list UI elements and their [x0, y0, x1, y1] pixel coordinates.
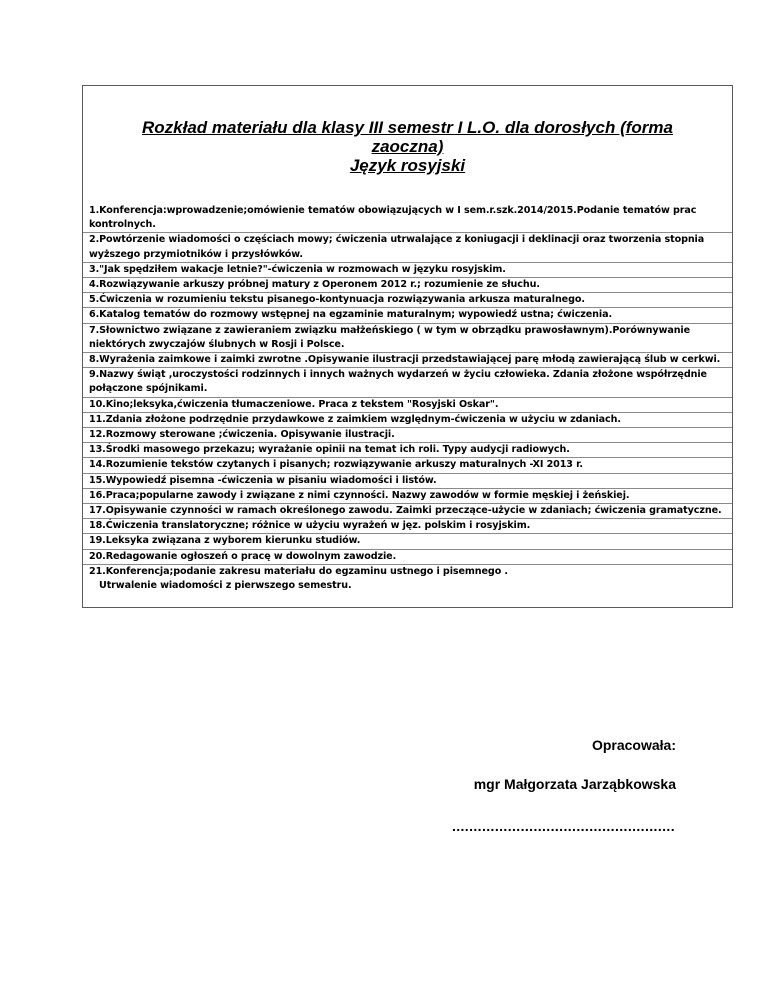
topic-text: 2.Powtórzenie wiadomości o częściach mowy; ćwiczenia utrwalające z koniugacji i deklinacji oraz tworzenia stopnia wyższego przymiotników i przysłówków. — [89, 234, 705, 260]
topic-text: 15.Wypowiedź pisemna -ćwiczenia w pisaniu wiadomości i listów. — [89, 474, 437, 486]
topic-list — [83, 204, 732, 593]
title-line-2: zaoczna) — [371, 137, 444, 156]
topic-text: 4.Rozwiązywanie arkuszy próbnej matury z Operonem 2012 r.; rozumienie ze słuchu. — [89, 279, 540, 291]
topic-text: 20.Redagowanie ogłoszeń o pracę w dowolnym zawodzie. — [89, 550, 397, 562]
topic-item-13 — [83, 443, 732, 458]
topic-item-18 — [83, 519, 732, 534]
topic-item-5 — [83, 293, 732, 308]
topic-item-3 — [83, 263, 732, 278]
topic-item-2 — [83, 233, 732, 262]
topic-text: 19.Leksyka związana z wyborem kierunku studiów. — [89, 535, 361, 547]
title-line-3: Język rosyjski — [349, 156, 466, 175]
topic-item-12 — [83, 428, 732, 443]
topic-text: 5.Ćwiczenia w rozumieniu tekstu pisanego-kontynuacja rozwiązywania arkusza maturalnego. — [89, 294, 585, 306]
topic-text: 16.Praca;popularne zawody i związane z nimi czynności. Nazwy zawodów w formie męskiej i żeńskiej. — [89, 489, 630, 501]
topic-text: 9.Nazwy świąt ,uroczystości rodzinnych i innych ważnych wydarzeń w życiu człowieka. Zdania złożone współrzędnie połączone spójnikami. — [89, 369, 707, 395]
topic-continuation: Utrwalenie wiadomości z pierwszego semestru. — [99, 580, 352, 592]
document-frame — [82, 85, 733, 608]
topic-text: 21.Konferencja;podanie zakresu materiału do egzaminu ustnego i pisemnego . — [89, 565, 508, 577]
topic-text: 6.Katalog tematów do rozmowy wstępnej na egzaminie maturalnym; wypowiedź ustna; ćwiczenia. — [89, 309, 613, 321]
signature-line: .................................................... — [451, 818, 675, 834]
topic-item-16 — [83, 489, 732, 504]
topic-text: 7.Słownictwo związane z zawieraniem związku małżeńskiego ( w tym w obrządku prawosławnym).Porównywanie niektórych zwyczajów ślubnych w Rosji i Polsce. — [89, 324, 691, 350]
topic-text: 12.Rozmowy sterowane ;ćwiczenia. Opisywanie ilustracji. — [89, 429, 395, 441]
topic-item-17 — [83, 504, 732, 519]
topic-item-14 — [83, 458, 732, 473]
topic-item-6 — [83, 308, 732, 323]
topic-text: 3."Jak spędziłem wakacje letnie?"-ćwiczenia w rozmowach w języku rosyjskim. — [89, 263, 506, 275]
topic-item-1 — [83, 204, 732, 233]
topic-item-8 — [83, 353, 732, 368]
topic-text: 14.Rozumienie tekstów czytanych i pisanych; rozwiązywanie arkuszy maturalnych -XI 2013 r. — [89, 459, 583, 471]
topic-item-4 — [83, 278, 732, 293]
topic-text: 8.Wyrażenia zaimkowe i zaimki zwrotne .Opisywanie ilustracji przedstawiającej parę młodą zawierającą ślub w cerkwi. — [89, 354, 721, 366]
topic-item-10 — [83, 398, 732, 413]
author-name: mgr Małgorzata Jarząbkowska — [473, 776, 676, 792]
topic-text: 17.Opisywanie czynności w ramach określonego zawodu. Zaimki przeczące-użycie w zdaniach; ćwiczenia gramatyczne. — [89, 505, 722, 517]
topic-item-20 — [83, 550, 732, 565]
topic-item-11 — [83, 413, 732, 428]
topic-text: 11.Zdania złożone podrzędnie przydawkowe z zaimkiem względnym-ćwiczenia w użyciu w zdaniach. — [89, 413, 621, 425]
signature-label: Opracowała: — [591, 737, 676, 753]
document-title — [83, 118, 732, 175]
topic-item-9 — [83, 368, 732, 397]
topic-text: 1.Konferencja:wprowadzenie;omówienie tematów obowiązujących w I sem.r.szk.2014/2015.Podanie tematów prac kontrolnych. — [89, 205, 697, 231]
topic-item-7 — [83, 324, 732, 353]
topic-text: 18.Ćwiczenia translatoryczne; różnice w użyciu wyrażeń w jęz. polskim i rosyjskim. — [89, 520, 531, 532]
topic-item-21 — [83, 565, 732, 593]
title-line-1: Rozkład materiału dla klasy III semestr I L.O. dla dorosłych (forma — [142, 118, 673, 137]
topic-text: 10.Kino;leksyka,ćwiczenia tłumaczeniowe. Praca z tekstem "Rosyjski Oskar". — [89, 398, 499, 410]
topic-text: 13.Środki masowego przekazu; wyrażanie opinii na temat ich roli. Typy audycji radiowych. — [89, 444, 570, 456]
topic-item-15 — [83, 474, 732, 489]
topic-item-19 — [83, 534, 732, 549]
